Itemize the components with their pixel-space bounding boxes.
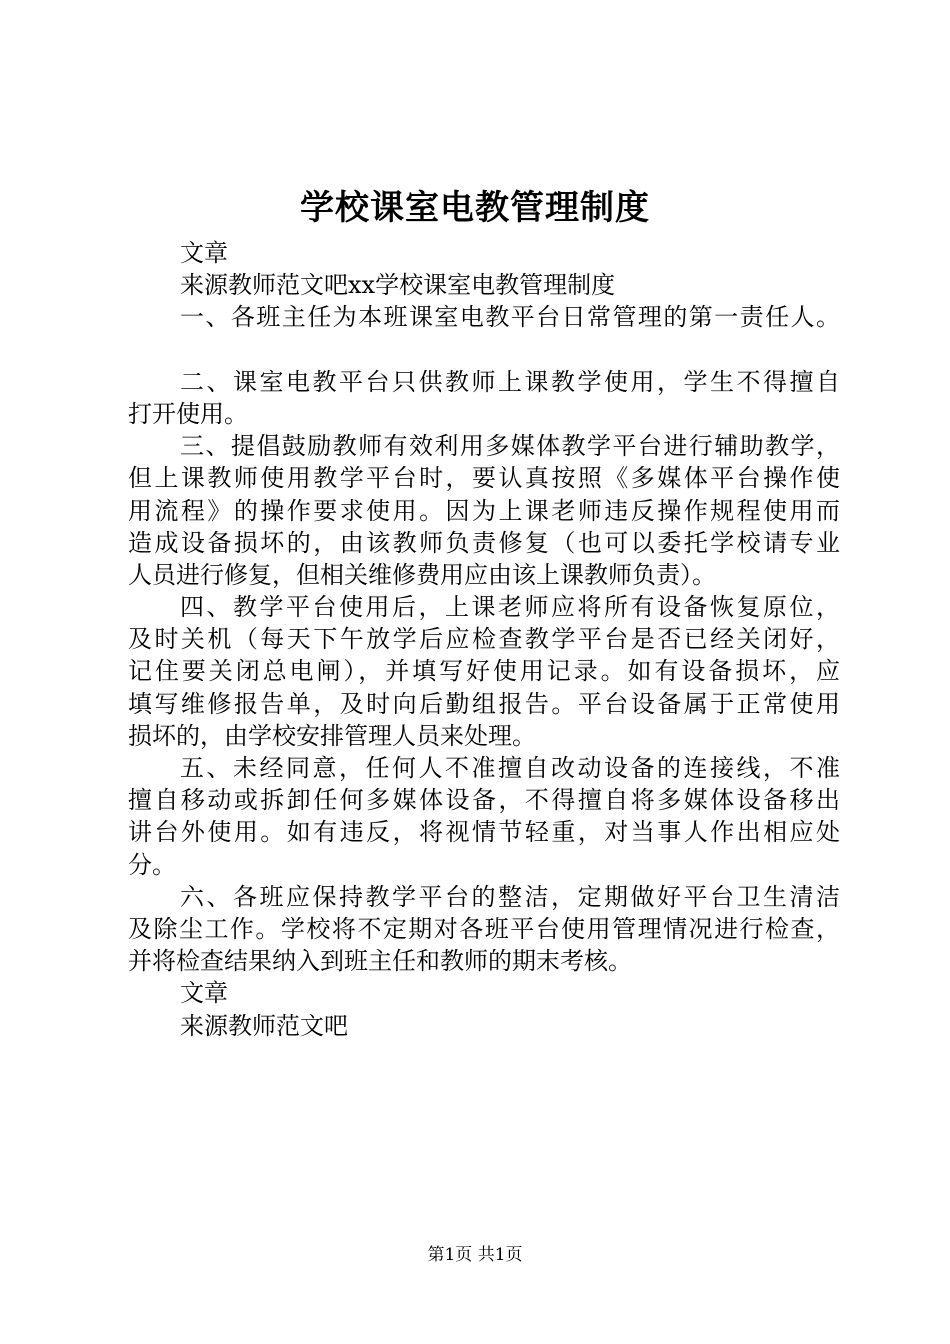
page-footer: 第1页 共1页 [427,1245,523,1265]
body-line: 二、课室电教平台只供教师上课教学使用，学生不得擅自 [180,367,840,396]
body-line: 分。 [128,850,176,879]
body-line: 记住要关闭总电闸），并填写好使用记录。如有设备损坏，应 [128,657,840,686]
body-line: 及时关机（每天下午放学后应检查教学平台是否已经关闭好， [128,625,840,654]
body-line: 并将检查结果纳入到班主任和教师的期末考核。 [128,947,632,976]
body-line: 讲台外使用。如有违反，将视情节轻重，对当事人作出相应处 [128,818,840,847]
document-title: 学校课室电教管理制度 [300,188,650,228]
body-line: 来源教师范文吧 [180,1011,348,1040]
document-body [128,237,840,1042]
body-line: 及除尘工作。学校将不定期对各班平台使用管理情况进行检查， [128,914,840,943]
body-line: 用流程》的操作要求使用。因为上课老师违反操作规程使用而 [128,496,840,525]
body-line: 六、各班应保持教学平台的整洁，定期做好平台卫生清洁 [180,882,840,911]
body-line: 文章 [180,979,228,1008]
body-line: 四、教学平台使用后，上课老师应将所有设备恢复原位， [180,593,840,622]
body-line: 造成设备损坏的，由该教师负责修复（也可以委托学校请专业 [128,528,840,557]
body-line: 但上课教师使用教学平台时，要认真按照《多媒体平台操作使 [128,464,840,493]
body-line: 填写维修报告单，及时向后勤组报告。平台设备属于正常使用 [128,689,840,718]
body-line: 损坏的，由学校安排管理人员来处理。 [128,721,536,750]
body-line: 一、各班主任为本班课室电教平台日常管理的第一责任人。 [180,303,840,332]
body-line: 三、提倡鼓励教师有效利用多媒体教学平台进行辅助教学， [180,432,840,461]
body-line: 打开使用。 [128,399,248,428]
body-line: 来源教师范文吧xx学校课室电教管理制度 [180,271,616,300]
body-line: 五、未经同意，任何人不准擅自改动设备的连接线，不准 [180,754,840,782]
body-line: 擅自移动或拆卸任何多媒体设备，不得擅自将多媒体设备移出 [128,786,840,815]
body-line: 文章 [180,239,228,267]
body-line-blank [128,334,840,366]
body-line: 人员进行修复，但相关维修费用应由该上课教师负责）。 [128,560,716,589]
